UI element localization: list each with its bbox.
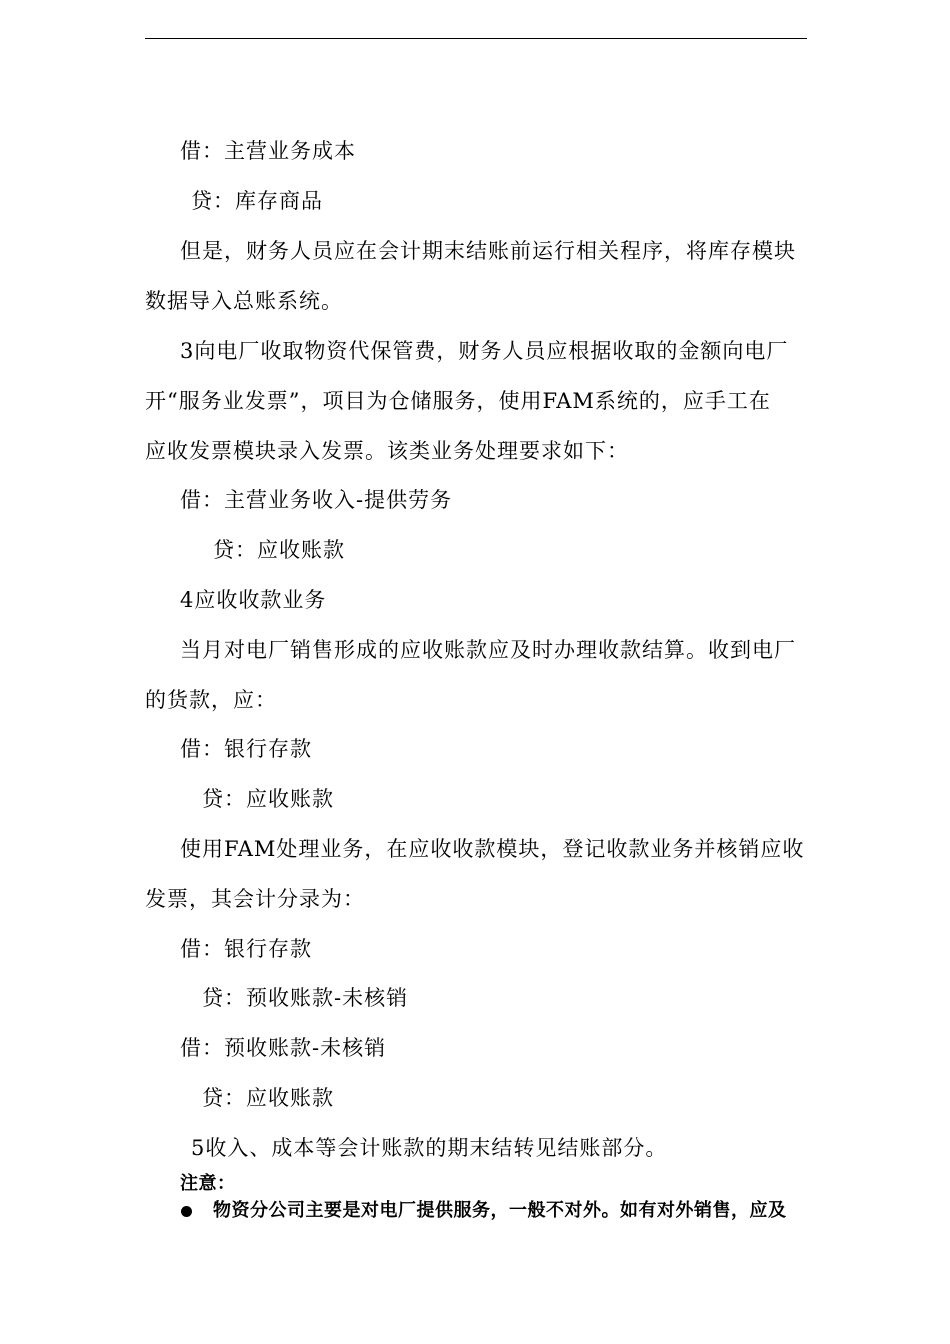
paragraph-line: 发票，其会计分录为： <box>145 887 365 911</box>
header-rule <box>145 38 807 39</box>
entry-debit-revenue: 借：主营业务收入-提供劳务 <box>180 488 453 512</box>
note-bullet-text: 物资分公司主要是对电厂提供服务，一般不对外。如有对外销售，应及 <box>213 1200 787 1221</box>
entry-credit-receivable: 贷：应收账款 <box>213 538 345 562</box>
bullet-icon <box>181 1206 192 1217</box>
entry-credit-inventory: 贷：库存商品 <box>191 189 323 213</box>
entry-debit-cost: 借：主营业务成本 <box>180 139 356 163</box>
paragraph-line: 但是，财务人员应在会计期末结账前运行相关程序，将库存模块 <box>180 239 796 263</box>
entry-debit-prepayment: 借：预收账款-未核销 <box>180 1036 387 1060</box>
note-title: 注意： <box>180 1173 236 1194</box>
paragraph-line: 当月对电厂销售形成的应收账款应及时办理收款结算。收到电厂 <box>180 638 796 662</box>
entry-credit-receivable: 贷：应收账款 <box>202 787 334 811</box>
entry-debit-bank: 借：银行存款 <box>180 737 312 761</box>
section-heading: 5收入、成本等会计账款的期末结转见结账部分。 <box>191 1136 668 1160</box>
paragraph-line: 开“服务业发票”，项目为仓储服务，使用FAM系统的，应手工在 <box>145 389 771 413</box>
section-heading: 4应收收款业务 <box>180 588 327 612</box>
paragraph-line: 应收发票模块录入发票。该类业务处理要求如下： <box>145 439 629 463</box>
entry-debit-bank: 借：银行存款 <box>180 937 312 961</box>
paragraph-line: 3向电厂收取物资代保管费，财务人员应根据收取的金额向电厂 <box>180 339 789 363</box>
entry-credit-receivable: 贷：应收账款 <box>202 1086 334 1110</box>
entry-credit-prepayment: 贷：预收账款-未核销 <box>202 986 409 1010</box>
paragraph-line: 的货款，应： <box>145 688 277 712</box>
paragraph-line: 数据导入总账系统。 <box>145 289 343 313</box>
paragraph-line: 使用FAM处理业务，在应收收款模块，登记收款业务并核销应收 <box>180 837 805 861</box>
